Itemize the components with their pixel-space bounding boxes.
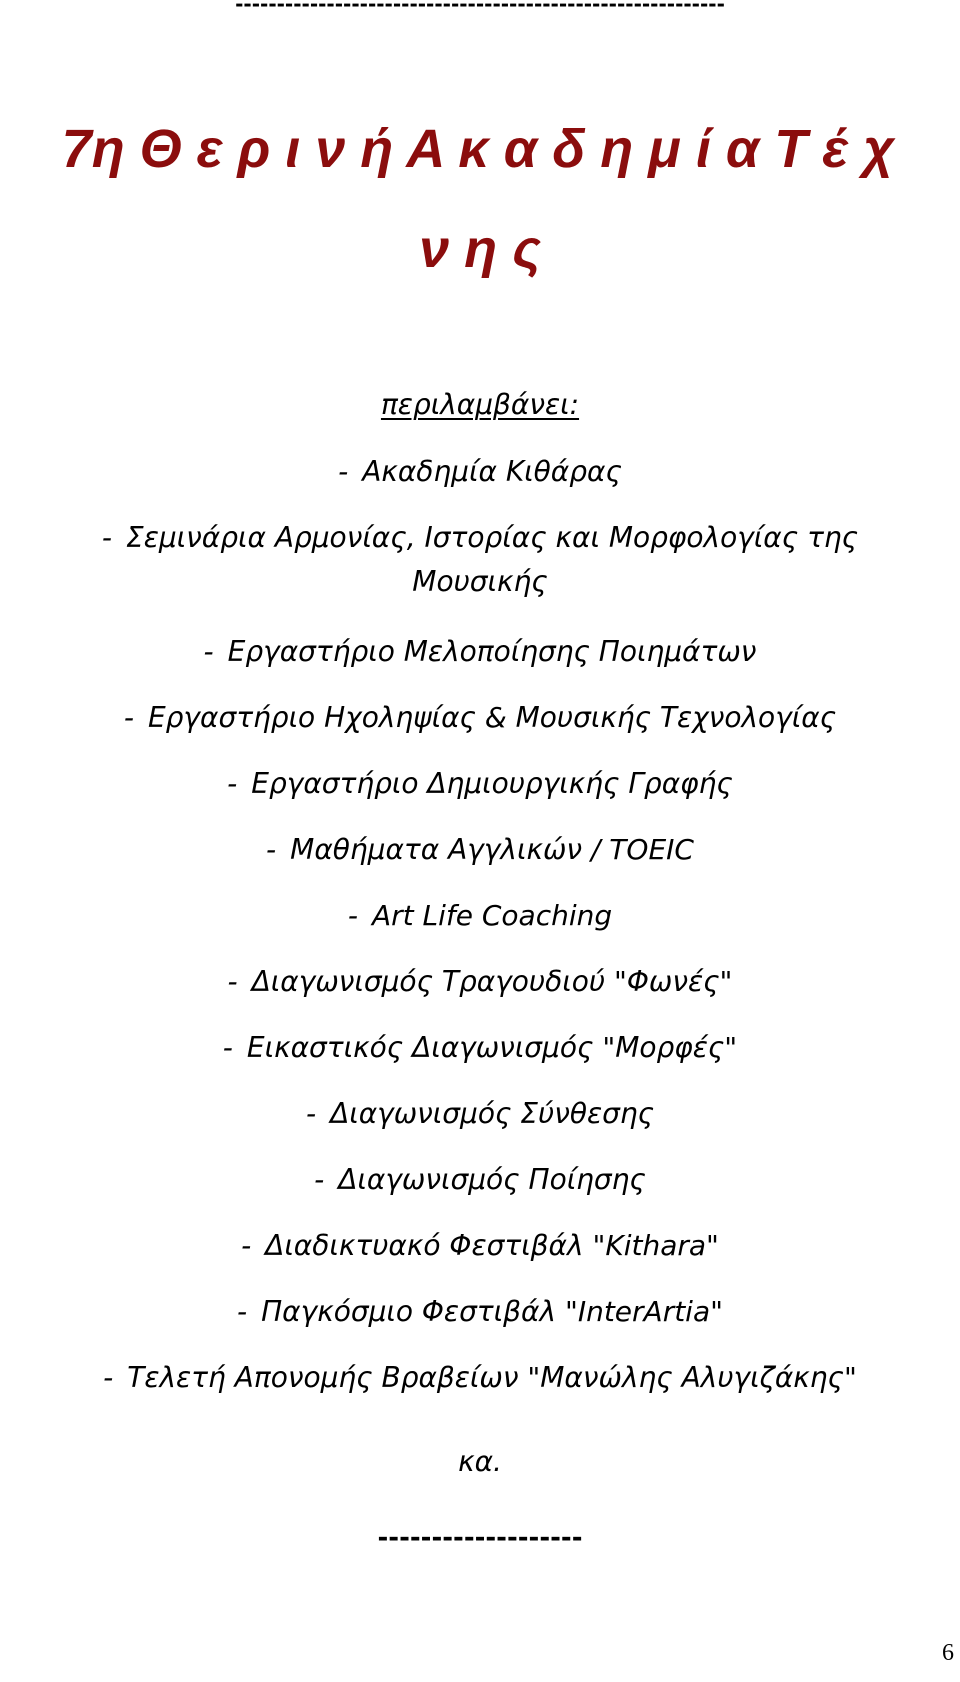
list-dash: - [203, 635, 214, 668]
list-item [0, 896, 960, 936]
list-item [0, 764, 960, 804]
list-dash: - [266, 833, 277, 866]
bottom-rule: ------------------- [377, 1523, 583, 1553]
list-text: Εικαστικός Διαγωνισμός "Μορφές" [246, 1031, 738, 1064]
list-item [0, 452, 960, 492]
list-item [0, 562, 960, 602]
list-item [0, 1094, 960, 1134]
list-item [0, 1028, 960, 1068]
list-dash: - [227, 965, 238, 998]
page-number: 6 [942, 1640, 954, 1666]
list-dash: - [305, 1097, 317, 1130]
list-text: Διαγωνισμός Ποίησης [338, 1163, 646, 1196]
list-item [0, 1160, 960, 1200]
list-dash: - [103, 1361, 114, 1394]
list-dash: - [222, 1031, 233, 1064]
list-text: Ακαδημία Κιθάρας [362, 455, 622, 488]
list-text: Εργαστήριο Ηχοληψίας & Μουσικής Τεχνολογίας [147, 701, 837, 734]
list-dash: - [123, 701, 134, 734]
list-item [0, 830, 960, 870]
list-item [0, 698, 960, 738]
list-dash: - [241, 1229, 252, 1262]
list-item [0, 1358, 960, 1398]
list-text: Art Life Coaching [371, 899, 613, 932]
list-text: Παγκόσμιο Φεστιβάλ "InterArtia" [261, 1295, 723, 1328]
list-item [0, 962, 960, 1002]
title-line-1: 7η Θ ε ρ ι ν ή Α κ α δ η μ ί α Τ έ χ [61, 119, 895, 179]
top-rule: ----------------------------------------------------------- [235, 0, 725, 16]
list-item [0, 518, 960, 558]
list-text: Διαδικτυακό Φεστιβάλ "Kithara" [265, 1229, 719, 1262]
list-item [0, 1292, 960, 1332]
list-dash: - [347, 899, 358, 932]
list-dash: - [338, 455, 349, 488]
list-text: Τελετή Απονομής Βραβείων "Μανώλης Αλυγιζάκης" [127, 1361, 857, 1394]
list-text: Μαθήματα Αγγλικών / TOEIC [290, 833, 694, 866]
list-item [0, 1226, 960, 1266]
list-text: Διαγωνισμός Σύνθεσης [330, 1097, 655, 1130]
list-item [0, 632, 960, 672]
list-text: Σεμινάρια Αρμονίας, Ιστορίας και Μορφολογίας της [126, 521, 859, 554]
list-text: Εργαστήριο Δημιουργικής Γραφής [251, 767, 733, 800]
title-line-2: ν η ς [419, 219, 541, 279]
list-text: Μουσικής [412, 565, 548, 598]
list-dash: - [314, 1163, 325, 1196]
etc-text: κα. [458, 1445, 502, 1478]
list-text: Εργαστήριο Μελοποίησης Ποιημάτων [227, 635, 757, 668]
list-text: Διαγωνισμός Τραγουδιού "Φωνές" [251, 965, 733, 998]
list-dash: - [227, 767, 238, 800]
subtitle: περιλαμβάνει: [380, 388, 580, 421]
list-dash: - [101, 521, 112, 554]
list-dash: - [237, 1295, 248, 1328]
